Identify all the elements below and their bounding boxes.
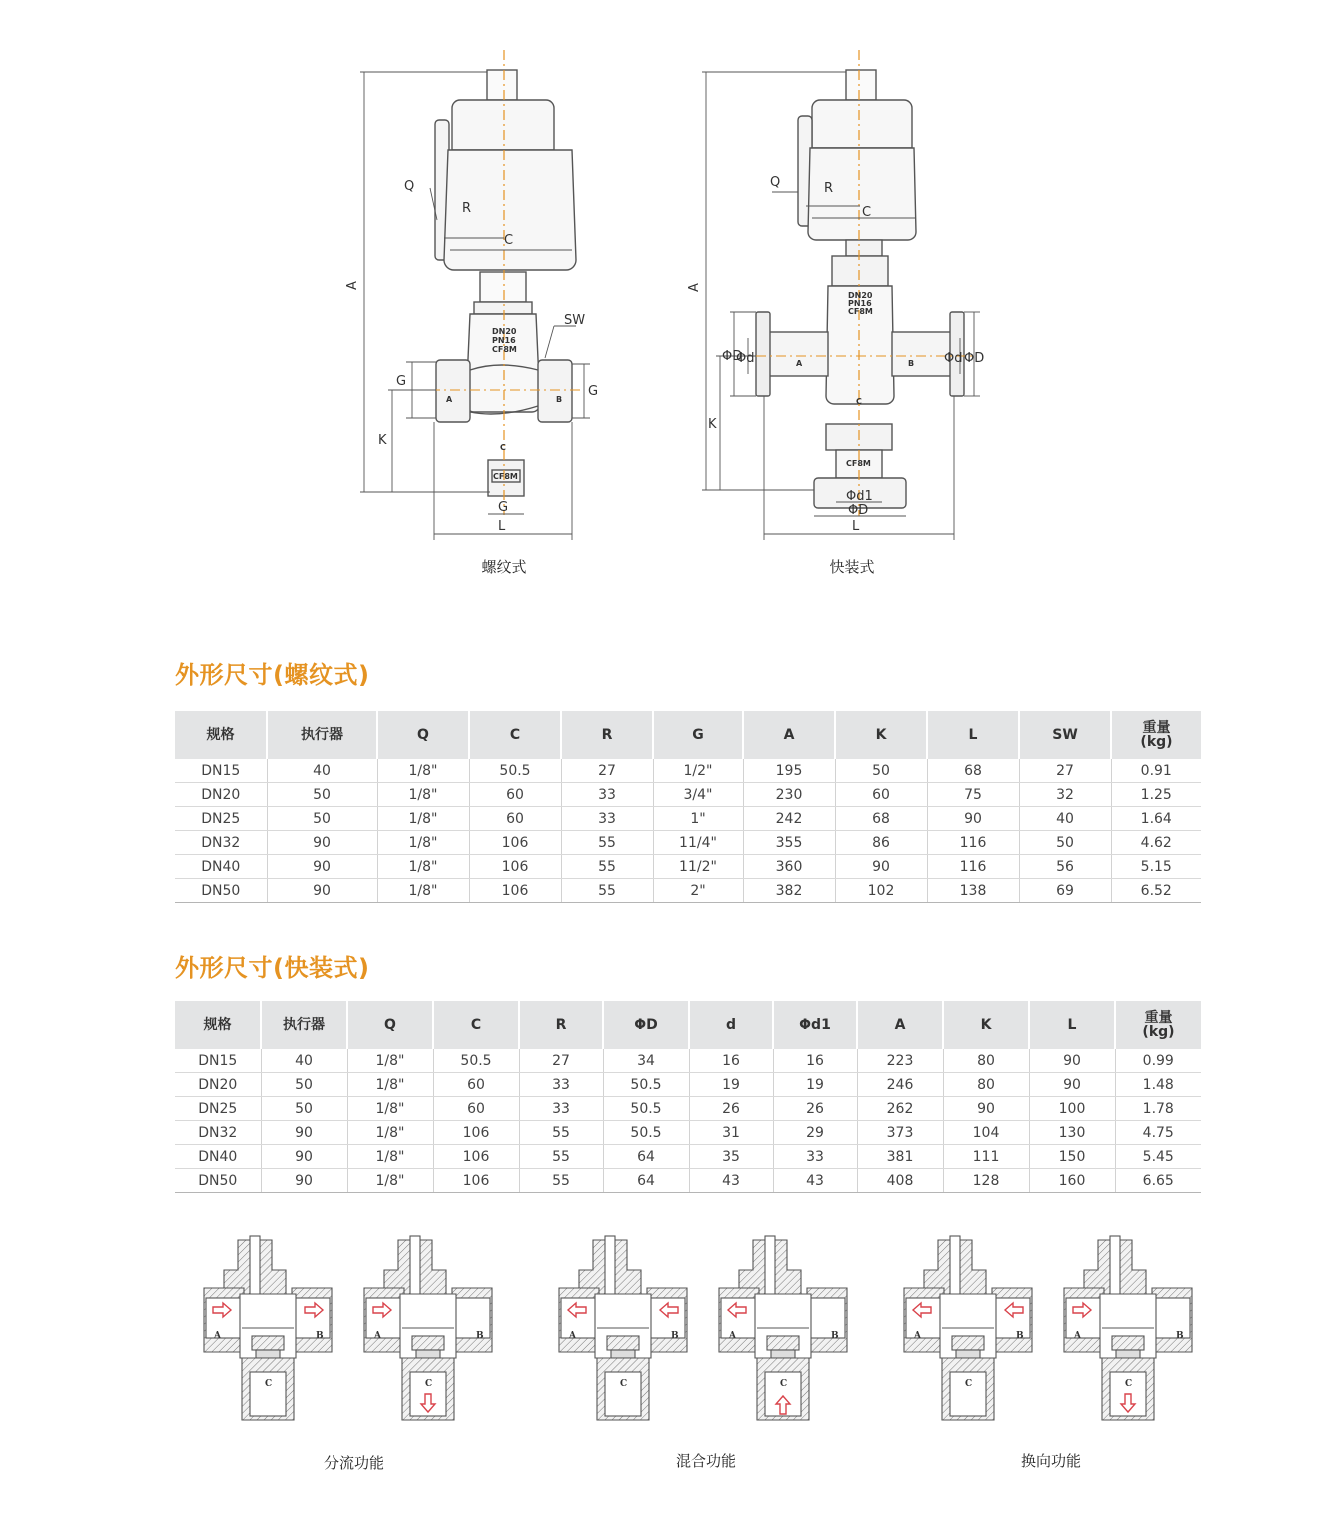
table-cell: 50.5 — [433, 1049, 519, 1073]
table-cell: 1/8" — [347, 1121, 433, 1145]
header-k: K — [943, 1001, 1029, 1049]
table-cell: 242 — [743, 807, 835, 831]
header-weight-unit: (kg) — [1140, 734, 1173, 750]
table-cell: 11/2" — [653, 855, 743, 879]
port-c-label: C — [856, 397, 862, 406]
header-a: A — [857, 1001, 943, 1049]
header-sw: SW — [1019, 711, 1111, 759]
table-cell: 50 — [1019, 831, 1111, 855]
table-cell: 1/8" — [377, 807, 469, 831]
dim-l-label: L — [852, 519, 860, 534]
table-cell: 1/2" — [653, 759, 743, 783]
threaded-caption: 螺纹式 — [481, 558, 527, 576]
table-cell: 69 — [1019, 879, 1111, 903]
port-c-label: C — [965, 1379, 973, 1389]
body-text-line-2: PN16 — [848, 299, 872, 308]
table-cell: 33 — [519, 1073, 603, 1097]
dim-l-label: L — [498, 519, 506, 534]
table-cell: 106 — [469, 879, 561, 903]
header-l: L — [1029, 1001, 1115, 1049]
table-cell: 80 — [943, 1073, 1029, 1097]
clamp-table-title: 外形尺寸(快装式) — [175, 954, 370, 982]
header-g: G — [653, 711, 743, 759]
table-cell: 1/8" — [377, 759, 469, 783]
port-b-label: B — [1176, 1331, 1184, 1341]
table-cell: 27 — [519, 1049, 603, 1073]
port-a-label: A — [374, 1331, 381, 1341]
table-cell: 19 — [773, 1073, 857, 1097]
dim-c-label: C — [862, 205, 872, 220]
valve-section — [559, 1236, 687, 1420]
header-weight-unit: (kg) — [1142, 1024, 1175, 1040]
table-cell: 106 — [433, 1145, 519, 1169]
table-cell: 80 — [943, 1049, 1029, 1073]
table-cell: 246 — [857, 1073, 943, 1097]
table-cell: 381 — [857, 1145, 943, 1169]
table-row — [175, 1049, 1201, 1073]
body-text-line-1: DN20 — [492, 327, 517, 336]
table-cell: 75 — [927, 783, 1019, 807]
table-cell: 355 — [743, 831, 835, 855]
table-row — [175, 1097, 1201, 1121]
header-c: C — [433, 1001, 519, 1049]
port-a-label: A — [214, 1331, 221, 1341]
table-cell: 4.75 — [1115, 1121, 1201, 1145]
table-cell: 1/8" — [347, 1049, 433, 1073]
table-row — [175, 1145, 1201, 1169]
table-cell: 50 — [261, 1073, 347, 1097]
table-cell: 55 — [519, 1169, 603, 1193]
dim-a-label: A — [687, 283, 702, 292]
table-cell: 230 — [743, 783, 835, 807]
table-cell: 2" — [653, 879, 743, 903]
header-weight-label: 重量 — [1144, 1010, 1173, 1026]
table-cell: 50 — [835, 759, 927, 783]
table-cell: 90 — [261, 1145, 347, 1169]
dim-k-label: K — [708, 417, 717, 432]
table-cell: 27 — [561, 759, 653, 783]
table-cell: 102 — [835, 879, 927, 903]
table-cell: 160 — [1029, 1169, 1115, 1193]
table-cell: 4.62 — [1111, 831, 1201, 855]
dim-g-left-label: G — [396, 374, 407, 389]
table-cell: 195 — [743, 759, 835, 783]
valve-section — [204, 1236, 332, 1420]
table-cell: 33 — [773, 1145, 857, 1169]
port-b-label: B — [476, 1331, 484, 1341]
table-cell: 104 — [943, 1121, 1029, 1145]
header-phi-d: ΦD — [603, 1001, 689, 1049]
clamp-caption: 快装式 — [829, 558, 875, 576]
dim-d-left-label: Φd — [736, 351, 755, 366]
table-cell: 34 — [603, 1049, 689, 1073]
table-cell: 1/8" — [377, 831, 469, 855]
table-cell: 90 — [1029, 1049, 1115, 1073]
table-cell: 106 — [433, 1169, 519, 1193]
dim-g-bottom-label: G — [498, 500, 509, 515]
table-cell: 408 — [857, 1169, 943, 1193]
table-cell: 33 — [561, 807, 653, 831]
table-cell: 60 — [835, 783, 927, 807]
table-cell: 5.45 — [1115, 1145, 1201, 1169]
table-cell: 33 — [519, 1097, 603, 1121]
port-c-label: C — [500, 443, 506, 452]
clamp-valve-drawing — [686, 40, 996, 540]
header-k: K — [835, 711, 927, 759]
header-weight — [1115, 1001, 1201, 1049]
table-cell: 130 — [1029, 1121, 1115, 1145]
header-c: C — [469, 711, 561, 759]
header-spec: 规格 — [175, 711, 267, 759]
port-a-label: A — [569, 1331, 576, 1341]
threaded-table-title: 外形尺寸(螺纹式) — [175, 661, 370, 689]
table-cell: 60 — [433, 1097, 519, 1121]
port-c-label: C — [1125, 1379, 1133, 1389]
dim-sw-label: SW — [564, 313, 586, 328]
header-r: R — [519, 1001, 603, 1049]
table-cell: 1.64 — [1111, 807, 1201, 831]
port-c-label: C — [780, 1379, 788, 1389]
table-cell: 106 — [433, 1121, 519, 1145]
valve-section — [1064, 1236, 1192, 1420]
table-cell: 50.5 — [603, 1121, 689, 1145]
stamp-label: CF8M — [846, 459, 871, 468]
table-cell: 90 — [261, 1169, 347, 1193]
table-cell: 64 — [603, 1145, 689, 1169]
table-cell: 55 — [519, 1121, 603, 1145]
header-weight-label: 重量 — [1142, 720, 1171, 736]
table-cell: 43 — [773, 1169, 857, 1193]
table-cell: 60 — [469, 807, 561, 831]
table-cell: 223 — [857, 1049, 943, 1073]
switching-caption: 换向功能 — [1020, 1452, 1081, 1470]
table-cell: DN25 — [175, 1097, 261, 1121]
table-row — [175, 1169, 1201, 1193]
threaded-dimension-table — [175, 711, 1201, 903]
port-a-label: A — [796, 359, 803, 368]
table-cell: 1/8" — [347, 1169, 433, 1193]
table-cell: 0.91 — [1111, 759, 1201, 783]
table-row — [175, 831, 1201, 855]
table-row — [175, 855, 1201, 879]
table-cell: 1/8" — [347, 1073, 433, 1097]
table-cell: DN32 — [175, 1121, 261, 1145]
table-cell: 90 — [943, 1097, 1029, 1121]
table-cell: 31 — [689, 1121, 773, 1145]
table-cell: 1/8" — [347, 1145, 433, 1169]
table-cell: 1.48 — [1115, 1073, 1201, 1097]
table-cell: 1/8" — [377, 783, 469, 807]
table-row — [175, 1121, 1201, 1145]
table-cell: 32 — [1019, 783, 1111, 807]
dim-r-label: R — [462, 201, 472, 216]
valve-section — [364, 1236, 492, 1420]
table-cell: 90 — [835, 855, 927, 879]
table-cell: 43 — [689, 1169, 773, 1193]
valve-section — [719, 1236, 847, 1420]
table-row — [175, 1073, 1201, 1097]
table-cell: 11/4" — [653, 831, 743, 855]
table-cell: DN50 — [175, 879, 267, 903]
table-cell: 50 — [261, 1097, 347, 1121]
port-a-label: A — [914, 1331, 921, 1341]
port-b-label: B — [316, 1331, 324, 1341]
dim-c-label: C — [504, 233, 514, 248]
table-cell: 0.99 — [1115, 1049, 1201, 1073]
dim-phi-d1-label: Φd1 — [846, 489, 873, 504]
port-b-label: B — [556, 395, 563, 404]
table-cell: 60 — [469, 783, 561, 807]
dim-a-label: A — [345, 281, 360, 290]
table-cell: 360 — [743, 855, 835, 879]
table-header-row — [175, 1001, 1201, 1049]
port-c-label: C — [620, 1379, 628, 1389]
table-cell: 55 — [519, 1145, 603, 1169]
table-cell: DN25 — [175, 807, 267, 831]
header-actuator: 执行器 — [267, 711, 377, 759]
table-cell: 40 — [267, 759, 377, 783]
table-cell: 1/8" — [347, 1097, 433, 1121]
table-cell: 1.78 — [1115, 1097, 1201, 1121]
table-cell: 35 — [689, 1145, 773, 1169]
table-cell: 16 — [773, 1049, 857, 1073]
body-text-line-2: PN16 — [492, 336, 516, 345]
dim-q-label: Q — [404, 179, 415, 194]
body-text-line-3: CF8M — [848, 307, 873, 316]
table-cell: 1/8" — [377, 879, 469, 903]
table-cell: 1/8" — [377, 855, 469, 879]
table-cell: 6.52 — [1111, 879, 1201, 903]
table-cell: 86 — [835, 831, 927, 855]
dim-phi-d-left-label: ΦD — [722, 349, 743, 364]
table-cell: 33 — [561, 783, 653, 807]
table-row — [175, 807, 1201, 831]
table-cell: 29 — [773, 1121, 857, 1145]
table-cell: 128 — [943, 1169, 1029, 1193]
header-a: A — [743, 711, 835, 759]
table-cell: 50.5 — [603, 1073, 689, 1097]
table-cell: 106 — [469, 831, 561, 855]
table-cell: 373 — [857, 1121, 943, 1145]
table-cell: 40 — [1019, 807, 1111, 831]
valve-section — [904, 1236, 1032, 1420]
port-b-label: B — [908, 359, 915, 368]
table-cell: 68 — [927, 759, 1019, 783]
table-cell: 50 — [267, 783, 377, 807]
table-cell: 111 — [943, 1145, 1029, 1169]
dim-k-label: K — [378, 433, 387, 448]
stamp-label: CF8M — [493, 472, 518, 481]
table-cell: 3/4" — [653, 783, 743, 807]
table-cell: 50.5 — [469, 759, 561, 783]
dim-q-label: Q — [770, 175, 781, 190]
table-cell: 60 — [433, 1073, 519, 1097]
header-actuator: 执行器 — [261, 1001, 347, 1049]
table-cell: 26 — [773, 1097, 857, 1121]
clamp-dimension-table — [175, 1001, 1201, 1193]
threaded-valve-drawing — [340, 40, 640, 540]
table-cell: 90 — [267, 831, 377, 855]
body-text-line-1: DN20 — [848, 291, 873, 300]
table-row — [175, 759, 1201, 783]
function-diagrams — [190, 1232, 1220, 1442]
table-row — [175, 783, 1201, 807]
dim-r-label: R — [824, 181, 834, 196]
table-cell: 16 — [689, 1049, 773, 1073]
table-cell: DN15 — [175, 1049, 261, 1073]
table-cell: 26 — [689, 1097, 773, 1121]
port-a-label: A — [446, 395, 453, 404]
table-row — [175, 879, 1201, 903]
port-c-label: C — [265, 1379, 273, 1389]
table-cell: 90 — [261, 1121, 347, 1145]
table-cell: DN20 — [175, 783, 267, 807]
table-cell: 19 — [689, 1073, 773, 1097]
table-cell: DN40 — [175, 855, 267, 879]
table-cell: 56 — [1019, 855, 1111, 879]
table-cell: 116 — [927, 855, 1019, 879]
dim-phi-d-bottom-label: ΦD — [848, 503, 869, 518]
body-text-line-3: CF8M — [492, 345, 517, 354]
table-cell: 116 — [927, 831, 1019, 855]
header-l: L — [927, 711, 1019, 759]
table-cell: DN32 — [175, 831, 267, 855]
table-cell: 40 — [261, 1049, 347, 1073]
table-cell: 382 — [743, 879, 835, 903]
table-cell: 100 — [1029, 1097, 1115, 1121]
table-cell: 5.15 — [1111, 855, 1201, 879]
dim-d-right-label: Φd — [944, 351, 963, 366]
header-q: Q — [347, 1001, 433, 1049]
table-cell: DN15 — [175, 759, 267, 783]
port-b-label: B — [671, 1331, 679, 1341]
table-cell: 6.65 — [1115, 1169, 1201, 1193]
dim-g-right-label: G — [588, 384, 599, 399]
table-cell: DN50 — [175, 1169, 261, 1193]
port-a-label: A — [1074, 1331, 1081, 1341]
table-cell: DN20 — [175, 1073, 261, 1097]
table-cell: 90 — [267, 855, 377, 879]
port-b-label: B — [1016, 1331, 1024, 1341]
port-a-label: A — [729, 1331, 736, 1341]
table-header-row — [175, 711, 1201, 759]
header-phi-d1: Φd1 — [773, 1001, 857, 1049]
header-d: d — [689, 1001, 773, 1049]
table-cell: 262 — [857, 1097, 943, 1121]
table-cell: 64 — [603, 1169, 689, 1193]
table-cell: 138 — [927, 879, 1019, 903]
header-q: Q — [377, 711, 469, 759]
table-cell: 50 — [267, 807, 377, 831]
table-cell: 55 — [561, 879, 653, 903]
table-cell: 27 — [1019, 759, 1111, 783]
table-cell: 1" — [653, 807, 743, 831]
table-cell: DN40 — [175, 1145, 261, 1169]
table-cell: 106 — [469, 855, 561, 879]
diverting-caption: 分流功能 — [323, 1454, 384, 1472]
port-c-label: C — [425, 1379, 433, 1389]
dim-phi-d-right-label: ΦD — [964, 351, 985, 366]
table-cell: 90 — [927, 807, 1019, 831]
mixing-caption: 混合功能 — [675, 1452, 736, 1470]
table-cell: 90 — [267, 879, 377, 903]
table-cell: 68 — [835, 807, 927, 831]
table-cell: 55 — [561, 831, 653, 855]
header-r: R — [561, 711, 653, 759]
port-b-label: B — [831, 1331, 839, 1341]
table-cell: 1.25 — [1111, 783, 1201, 807]
header-spec: 规格 — [175, 1001, 261, 1049]
table-cell: 50.5 — [603, 1097, 689, 1121]
table-cell: 90 — [1029, 1073, 1115, 1097]
table-cell: 55 — [561, 855, 653, 879]
header-weight — [1111, 711, 1201, 759]
table-cell: 150 — [1029, 1145, 1115, 1169]
